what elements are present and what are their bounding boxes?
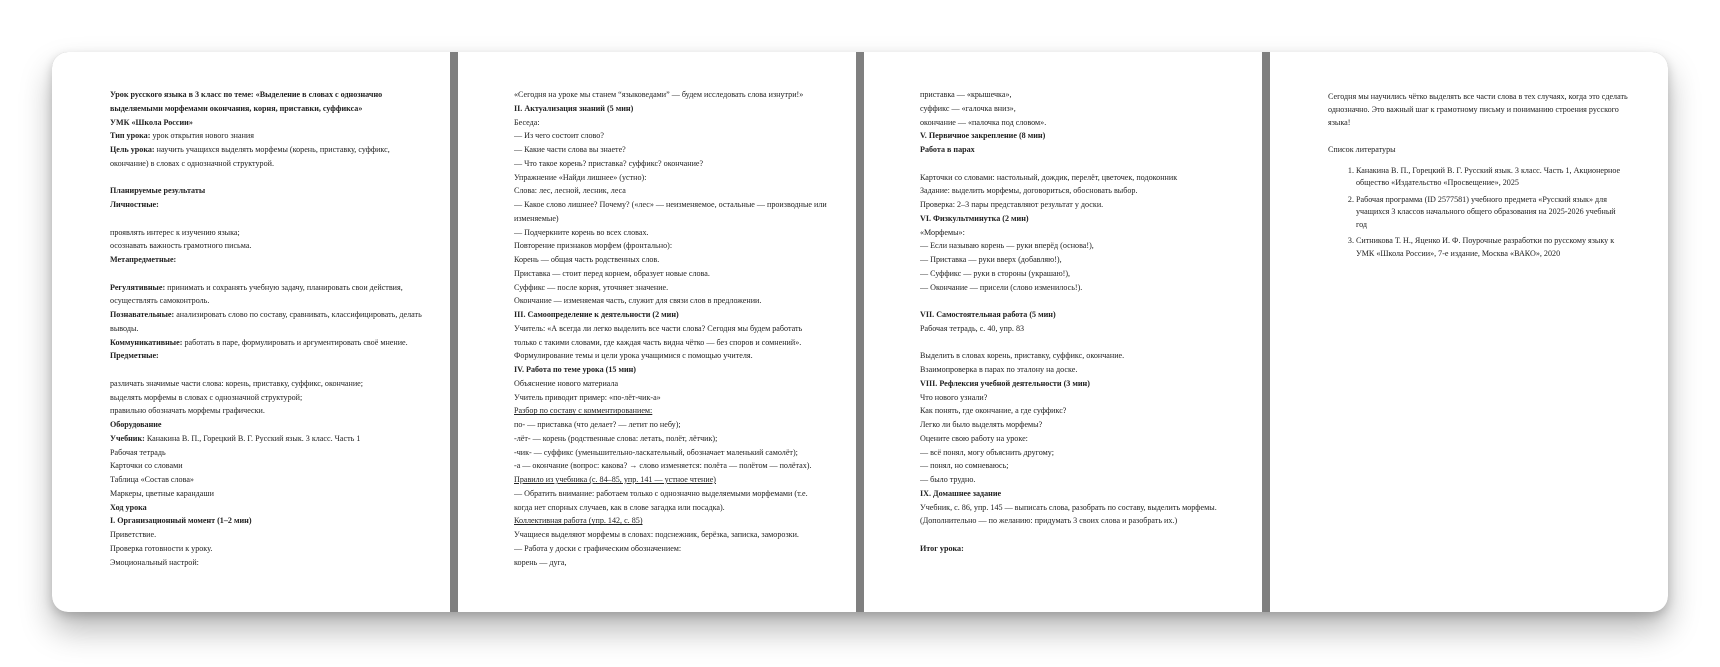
bibliography-title: Список литературы [1328, 144, 1396, 154]
text-line: Маркеры, цветные карандаши [110, 488, 214, 498]
text-line: только с такими словами, где каждая часть видна чётко — без споров и сомнений». [514, 337, 802, 347]
line-text: урок открытия нового знания [150, 131, 254, 141]
page-1[interactable] [52, 52, 450, 612]
text-line [110, 308, 426, 322]
text-line: Оцените свою работу на уроке: [920, 433, 1028, 443]
heading-line: Планируемые результаты [110, 186, 206, 196]
heading-line: Предметные: [110, 351, 159, 361]
text-line: -чик- — суффикс (уменьшительно-ласкательный, обозначает маленький самолёт); [514, 447, 798, 457]
text-line: выводы. [110, 323, 139, 333]
text-line: -а — окончание (вопрос: какова? → слово изменяется: полёта — полётом — полётах). [514, 461, 812, 471]
text-line: проявлять интерес к изучению языка; [110, 227, 240, 237]
text-line: — Из чего состоит слово? [514, 131, 604, 141]
text-line: Легко ли было выделять морфемы? [920, 420, 1043, 429]
line-text: работать в паре, формулировать и аргументировать своё мнение. [182, 337, 408, 347]
text-line: Суффикс — после корня, уточняет значение. [514, 282, 669, 292]
text-line: (Дополнительно — по желанию: придумать 3 своих слова и разобрать их.) [920, 516, 1178, 526]
line-text: принимать и сохранять учебную задачу, планировать свои действия, [165, 282, 403, 292]
line-label: Познавательные: [110, 310, 175, 319]
page-4[interactable] [1270, 52, 1668, 612]
text-line: «Сегодня на уроке мы станем “языковедами” — будем исследовать слова изнутри!» [514, 90, 804, 99]
text-line: Слова: лес, лесной, лесник, леса [514, 186, 626, 196]
text-line [110, 281, 426, 295]
heading-line: VI. Физкультминутка (2 мин) [920, 213, 1029, 223]
heading-line: I. Организационный момент (1–2 мин) [110, 516, 252, 526]
text-line: «Морфемы»: [920, 227, 965, 237]
heading-line: Метапредметные: [110, 255, 177, 264]
page-2[interactable] [458, 52, 856, 612]
text-line: Проверка готовности к уроку. [110, 543, 213, 553]
heading-line: II. Актуализация знаний (5 мин) [514, 103, 634, 113]
text-line: Эмоциональный настрой: [110, 557, 199, 567]
text-line: Как понять, где окончание, а где суффикс? [920, 406, 1067, 416]
bibliography-item: 1. Канакина В. П., Горецкий В. Г. Русский язык. 3 класс. Часть 1, Акционерное общество «Издательство «Просвещение», 2025 [1356, 165, 1628, 190]
heading-line: Итог урока: [920, 543, 964, 553]
heading-line: IV. Работа по теме урока (15 мин) [514, 365, 636, 374]
text-line: — всё понял, могу объяснить другому; [920, 447, 1054, 457]
pages-strip [52, 52, 1668, 612]
text-line [920, 157, 1238, 171]
text-line: — Какие части слова вы знаете? [514, 145, 626, 154]
text-line: Задание: выделить морфемы, договориться, обосновать выбор. [920, 186, 1138, 196]
text-line: — Окончание — присели (слово изменилось!). [920, 282, 1083, 292]
text-line: корень — дуга, [514, 557, 567, 567]
text-line [110, 432, 426, 446]
heading-line: V. Первичное закрепление (8 мин) [920, 131, 1046, 141]
text-line: — Какое слово лишнее? Почему? («лес» — неизменяемое, остальные — производные или [514, 200, 827, 209]
text-line [920, 336, 1238, 350]
text-line: выделять морфемы в словах с однозначной структурой; [110, 392, 303, 402]
bibliography-list [1328, 165, 1628, 261]
text-line: — Работа у доски с графическим обозначением: [514, 543, 682, 553]
heading-line: III. Самоопределение к деятельности (2 мин) [514, 310, 679, 319]
line-label: Цель урока: [110, 145, 155, 154]
text-line: Рабочая тетрадь, с. 40, упр. 83 [920, 323, 1025, 333]
heading-line: IX. Домашнее задание [920, 488, 1002, 498]
text-line: — Подчеркните корень во всех словах. [514, 227, 649, 237]
line-text: анализировать слово по составу, сравнивать, классифицировать, делать [174, 310, 422, 319]
text-line: Повторение признаков морфем (фронтально): [514, 241, 673, 251]
text-line: Объяснение нового материала [514, 378, 619, 388]
text-line: Рабочая тетрадь [110, 447, 166, 457]
text-line: различать значимые части слова: корень, приставку, суффикс, окончание; [110, 378, 364, 388]
text-line [110, 212, 426, 226]
heading-line: Ход урока [110, 502, 147, 512]
text-line: окончание) в словах с однозначной структурой. [110, 158, 274, 168]
text-line: — было трудно. [920, 475, 976, 484]
text-line: Проверка: 2–3 пары представляют результат у доски. [920, 200, 1104, 209]
line-label: Тип урока: [110, 131, 151, 141]
text-line: Правило из учебника (с. 84–85, упр. 141 — устное чтение) [514, 475, 717, 484]
text-line: Коллективная работа (упр. 142, с. 85) [514, 516, 643, 526]
text-line: — Приставка — руки вверх (добавляю!), [920, 255, 1062, 264]
text-line: Разбор по составу с комментированием: [514, 406, 653, 416]
text-line: Карточки со словами: настольный, дождик, перелёт, цветочек, подоконник [920, 172, 1178, 182]
heading-line: Оборудование [110, 420, 162, 429]
text-line [110, 336, 426, 350]
text-line: Взаимопроверка в парах по эталону на доске. [920, 365, 1078, 374]
text-line: осознавать важность грамотного письма. [110, 241, 252, 251]
text-line [110, 363, 426, 377]
text-line: — Что такое корень? приставка? суффикс? окончание? [514, 158, 704, 168]
text-line: Учебник, с. 86, упр. 145 — выписать слова, разобрать по составу, выделить морфемы. [920, 502, 1217, 512]
text-line: Выделить в словах корень, приставку, суффикс, окончание. [920, 351, 1125, 361]
heading-line: выделяемыми морфемами окончания, корня, приставки, суффикса» [110, 103, 363, 113]
text-line: Приставка — стоит перед корнем, образует новые слова. [514, 268, 710, 278]
text-line [110, 171, 426, 185]
text-line: Упражнение «Найди лишнее» (устно): [514, 172, 647, 182]
text-line: — понял, но сомневаюсь; [920, 461, 1009, 471]
text-line: Таблица «Состав слова» [110, 475, 194, 484]
summary-paragraph: Сегодня мы научились чётко выделять все части слова в тех случаях, когда это сделать однозначно. Это важный шаг к грамотному письму и пониманию строения русского языка! [1328, 92, 1628, 127]
text-line: — Суффикс — руки в стороны (украшаю!), [920, 268, 1071, 278]
text-line: по- — приставка (что делает? — летит по небу); [514, 420, 681, 429]
line-text: научить учащихся выделять морфемы (корень, приставку, суффикс, [154, 145, 390, 154]
text-line: Учитель: «А всегда ли легко выделить все части слова? Сегодня мы будем работать [514, 323, 803, 333]
text-line: Учащиеся выделяют морфемы в словах: подснежник, берёзка, записка, заморозки. [514, 530, 799, 539]
text-line [920, 528, 1238, 542]
heading-line: Урок русского языка в 3 класс по теме: «Выделение в словах с однозначно [110, 90, 383, 99]
line-label: Коммуникативные: [110, 337, 183, 347]
bibliography-item: 2. Рабочая программа (ID 2577581) учебного предмета «Русский язык» для учащихся 3 классов начального общего образования на 2025-2026 учебный год [1356, 194, 1628, 232]
text-line [920, 294, 1238, 308]
heading-line: VII. Самостоятельная работа (5 мин) [920, 310, 1056, 319]
heading-line: Работа в парах [920, 145, 975, 154]
line-label: Учебник: [110, 433, 145, 443]
text-line: когда нет спорных случаев, как в слове загадка или посадка). [514, 502, 725, 512]
text-line: приставка — «крышечка», [920, 90, 1012, 99]
text-line: — Если называю корень — руки вперёд (основа!), [920, 241, 1094, 251]
text-line [110, 129, 426, 143]
text-line: окончание — «палочка под словом». [920, 117, 1047, 127]
text-line: Карточки со словами [110, 461, 183, 471]
text-line: Учитель приводит пример: «по-лёт-чик-а» [514, 392, 661, 402]
page-3[interactable] [864, 52, 1262, 612]
text-line: осуществлять самоконтроль. [110, 296, 210, 306]
text-line: Что нового узнали? [920, 392, 988, 402]
text-line [110, 267, 426, 281]
text-line: суффикс — «галочка вниз», [920, 103, 1016, 113]
bibliography-item: 3. Ситникова Т. Н., Яценко И. Ф. Поурочные разработки по русскому языку к УМК «Школа России», 7-е издание, Москва «ВАКО», 2020 [1356, 235, 1628, 260]
line-label: Регулятивные: [110, 282, 166, 292]
text-line: — Обратить внимание: работаем только с однозначно выделяемыми морфемами (т.е. [514, 488, 808, 498]
text-line: Окончание — изменяемая часть, служит для связи слов в предложении. [514, 296, 762, 306]
text-line: -лёт- — корень (родственные слова: летать, полёт, лётчик); [514, 433, 718, 443]
text-line: изменяемые) [514, 213, 559, 223]
heading-line: VIII. Рефлексия учебной деятельности (3 мин) [920, 378, 1090, 388]
text-line [110, 143, 426, 157]
text-line: Беседа: [514, 117, 540, 127]
text-line: правильно обозначать морфемы графически. [110, 406, 265, 416]
text-line: Формулирование темы и цели урока учащимися с помощью учителя. [514, 351, 753, 361]
line-text: Канакина В. П., Горецкий В. Г. Русский язык. 3 класс. Часть 1 [144, 433, 361, 443]
heading-line: Личностные: [110, 200, 159, 209]
heading-line: УМК «Школа России» [110, 117, 193, 127]
text-line: Корень — общая часть родственных слов. [514, 255, 660, 264]
text-line: Приветствие. [110, 530, 157, 539]
